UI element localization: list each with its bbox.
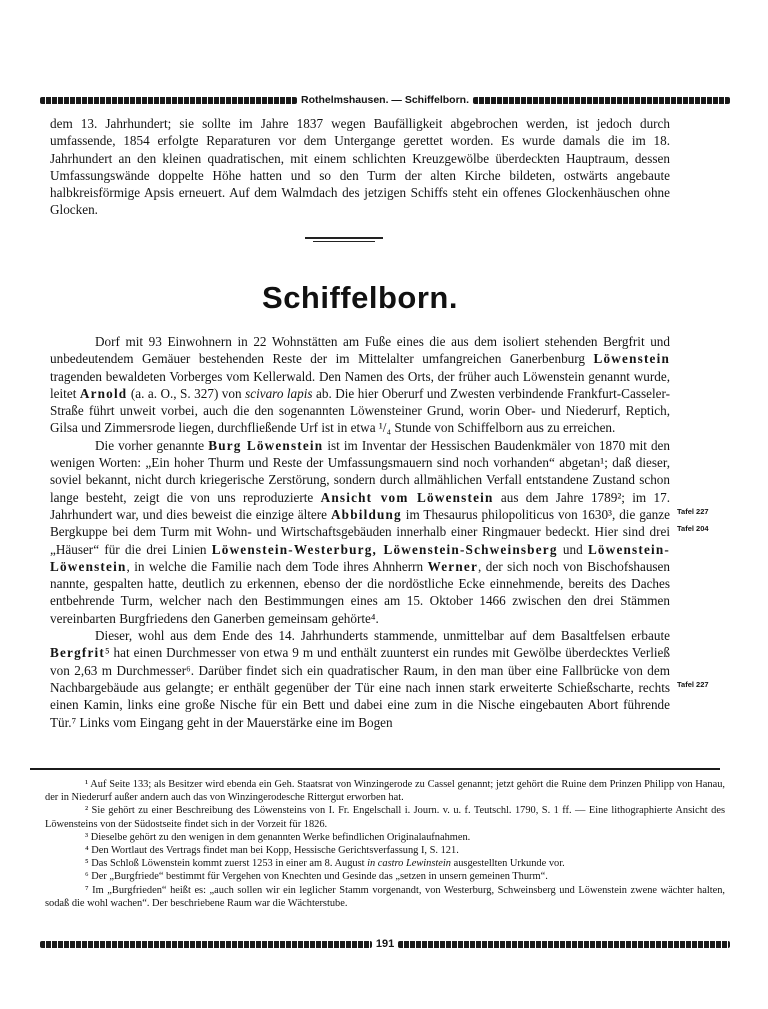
section-divider [305,237,383,243]
footnote: ⁴ Den Wortlaut des Vertrags findet man bei Kopp, Hessische Gerichtsverfassung I, S. 121. [85,845,459,857]
footnote: ¹ Auf Seite 133; als Besitzer wird ebenda ein Geh. Staatsrat von Winzingerode zu Cassel genannt; jetzt gehört die Ruine dem Prinzen Philipp von Hanau, der in Niederurf außer andern auch das von Winzingerodesche Rittergut erworben hat. [45,779,725,804]
section-heading: Schiffelborn. [262,280,458,315]
intro-paragraph: dem 13. Jahrhundert; sie sollte im Jahre 1837 wegen Baufälligkeit abgebrochen werden, ist jedoch durch umfassende, 1854 erfolgte Reparaturen vor dem Untergange gerettet worden. Es wurde damals die im 18. Jahrhundert an den kleinen quadratischen, mit einem schlichten Kreuzgewölbe überdeckten Hauptraum, dessen Umfassungswände doppelte Höhe hatten und so den Turm der alten Kirche bildeten, ostwärts angebaute halbkreisförmige Apsis erneuert. Auf dem Walmdach des jetzigen Schiffs steht ein offenes Glockenhäuschen ohne Glocken. [50,116,670,218]
footnote: ² Sie gehört zu einer Beschreibung des Löwensteins von I. Fr. Engelschall i. Journ. v. u. f. Teutschl. 1790, S. 1 ff. — Eine lithographierte Ansicht des Löwensteins von der Südostseite findet sich in der Vorzeit für 1826. [45,805,725,830]
paragraph-village: Dorf mit 93 Einwohnern in 22 Wohnstätten am Fuße eines die aus dem isoliert stehenden Bergfrit und unbedeutendem Gemäuer bestehenden Reste der im Mittelalter umfangreichen Ganerbenburg Löwenstein tragenden bewaldeten Vorberges vom Kellerwald. Den Namen des Orts, der früher auch Löwenstein genannt wurde, leitet Arnold (a. a. O., S. 327) von scivaro lapis ab. Die hier Oberurf und Zwesten verbindende Frankfurt-Casseler-Straße führt unweit vorbei, auch die den sogenannten Löwensteiner Grund, worin Ober- und Niederurf, Reptich, Gilsa und Zimmersrode liegen, durchfließende Urf ist in etwa ¹/₄ Stunde von Schiffelborn aus zu erreichen. [50,334,670,436]
ornament-band-left [40,97,297,104]
footer-ornament [40,937,730,951]
paragraph-bergfrit: Dieser, wohl aus dem Ende des 14. Jahrhunderts stammende, unmittelbar auf dem Basaltfelsen erbaute Bergfrit⁵ hat einen Durchmesser von etwa 9 m und enthält zuunterst ein rundes mit Gewölbe überdecktes Verließ von 2,63 m Durchmesser⁶. Darüber findet sich ein quadratischer Raum, in den man über eine Fallbrücke von dem Nachbargebäude aus gelangte; er enthält gegenüber der Tür eine nach innen stark erweiterte Schießscharte, rechts einen Kamin, links eine große Nische für ein Bett und dabei eine zum in die Nische eingebauten Abort führende Tür.⁷ Links vom Eingang geht in der Mauerstärke eine im Bogen [50,628,670,730]
footnote: ⁶ Der „Burgfriede“ bestimmt für Vergehen von Knechten und Gesinde das „setzen in unsern gemeinen Thurm“. [85,871,548,883]
running-head: Rothelmshausen. — Schiffelborn. [300,94,470,106]
intro-text [50,115,670,219]
footnote: ⁷ Im „Burgfrieden“ heißt es: „auch sollen wir ein leglicher Stamm vorgenandt, von Westerburg, Schweinsberg und Löwenstein zwene wächter halten, sodaß die wohl wachen“. Der beschriebene Raum war die Wächterstube. [45,884,725,909]
header-ornament [40,93,730,107]
body-text [50,333,670,731]
footnote: ⁵ Das Schloß Löwenstein kommt zuerst 1253 in einer am 8. August in castro Lewinstein ausgestellten Urkunde vor. [85,858,565,870]
margin-note-plate: Tafel 227 [677,507,709,516]
margin-note-plate: Tafel 227 [677,680,709,689]
footnote-rule [30,768,720,770]
ornament-band-right [473,97,730,104]
margin-note-plate: Tafel 204 [677,524,709,533]
footnotes [45,778,725,910]
ornament-band-left [40,941,372,948]
page-number: 191 [375,938,395,950]
footnote: ³ Dieselbe gehört zu den wenigen in dem genannten Werke befindlichen Originalaufnahmen. [85,831,471,843]
ornament-band-right [398,941,730,948]
paragraph-castle: Die vorher genannte Burg Löwenstein ist im Inventar der Hessischen Baudenkmäler von 1870 mit den wenigen Worten: „Ein hoher Thurm und Reste der Umfassungsmauern sind noch vorhanden“ abgetan¹; daß dieser, soviel bekannt, nicht durch kriegerische Zerstörung, sondern durch allmählichen Verfall entstandene Zustand schon lange besteht, zeigt die von uns reproduzierte Ansicht vom Löwenstein aus dem Jahre 1789²; im 17. Jahrhundert war, und dies beweist die einzige ältere Abbildung im Thesaurus philopoliticus von 1630³, die ganze Bergkuppe bei dem Turm mit Wohn- und Wirtschaftsgebäuden innerhalb einer Ringmauer bedeckt. Hier sind drei „Häuser“ für die drei Linien Löwenstein-Westerburg, Löwenstein-Schweinsberg und Löwenstein-Löwenstein, in welche die Familie nach dem Tode ihres Ahnherrn Werner, der sich noch von Bischofshausen nannte, gespalten hatte, deutlich zu erkennen, ebenso der die nordöstliche Ecke einnehmende, bereits des Daches entbehrende Turm, welcher nach den Bestimmungen eines am 15. Oktober 1466 zwischen den drei Stämmen vereinbarten Burgfriedens den Ganerben gemeinsam gehörte⁴. [50,437,671,626]
